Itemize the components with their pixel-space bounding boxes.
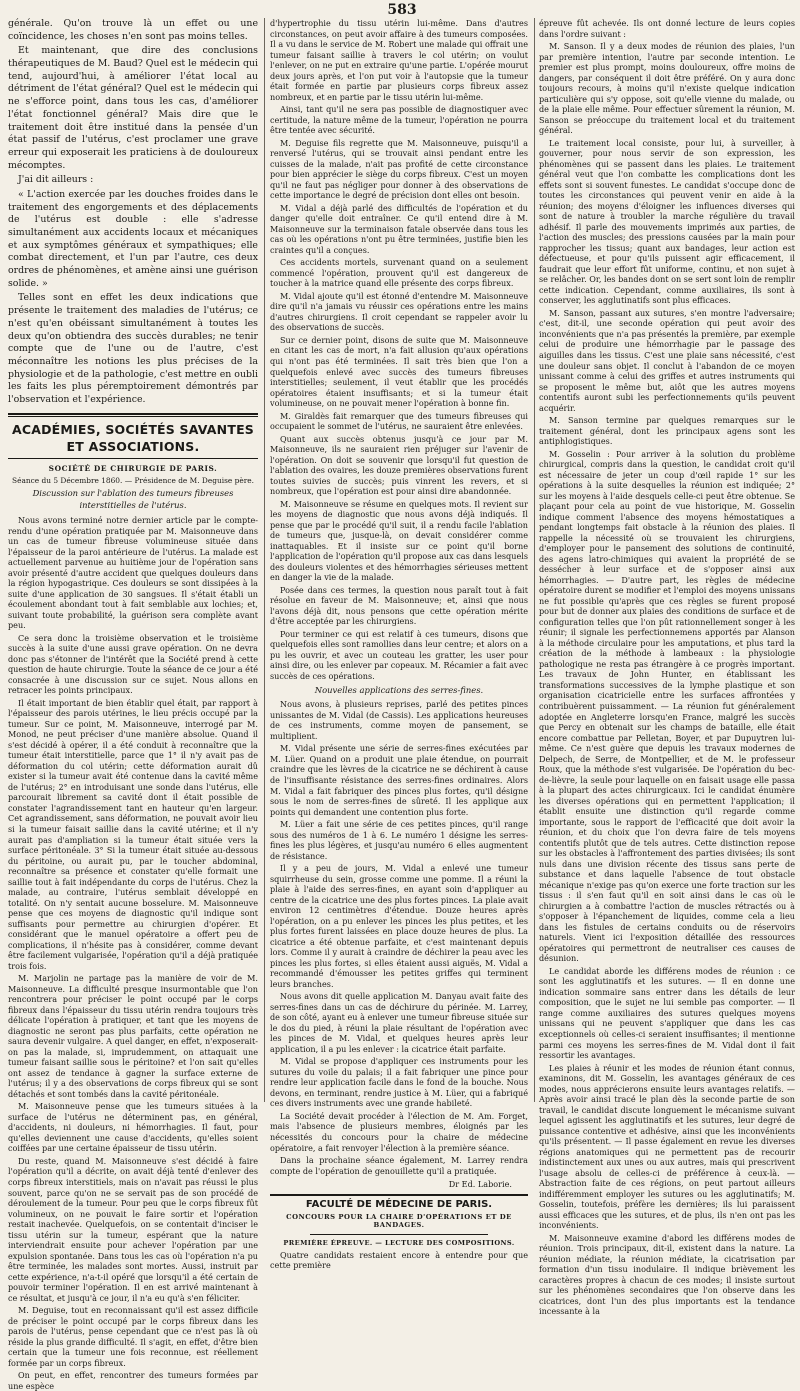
- paragraph: Pour terminer ce qui est relatif à ces tumeurs, disons que quelquefois elles sont ramollies dans leur centre; et alors on a pu les ouvrir, et avec un couteau les gratter, les user pour ainsi dire, ou les enlever par copeaux. M. Récamier a fait avec succès de ces opérations.: [270, 628, 528, 681]
- paragraph: M. Maisonneuve examine d'abord les différens modes de réunion. Trois principaux, dit-il, existent dans la nature. La réunion médiate, la réunion médiate, la cicatrisation par formation d'un tissu inodulaire. Il indique brièvement les caractères propres à chacun de ces modes; il insiste surtout sur les phénomènes secondaires que l'on observe dans les cicatrices, dont l'un des plus importants est la tendance incessante à la: [539, 1232, 795, 1317]
- paragraph: M. Lüer a fait une série de ces petites pinces, qu'il range sous des numéros de 1 à 6. Le numéro 1 désigne les serres-fines les plus légères, et jusqu'au numéro 6 elles augmentent de résistance.: [270, 819, 528, 861]
- short-rule: [310, 1234, 488, 1235]
- faculty-title: FACULTÉ DE MÉDECINE DE PARIS.: [305, 1198, 493, 1210]
- paragraph: Quatre candidats restaient encore à entendre pour que cette première: [270, 1249, 528, 1271]
- paragraph: M. Giraldès fait remarquer que des tumeurs fibreuses qui occupaient le sommet de l'utérus, ne sauraient être enlevées.: [270, 410, 528, 432]
- paragraph: M. Marjolin ne partage pas la manière de voir de M. Maisonneuve. La difficulté presque insurmontable que l'on rencontrera pour préciser le point occupé par le corps fibreux dans l'épaisseur du tissu utérin rendra toujours très délicate l'opération à pratiquer, et tant que les moyens de diagnostic ne seront pas plus parfaits, cette opération ne saura devenir vulgaire. A quel danger, en effet, n'exposerait-on pas la malade, si, imprudemment, on attaquait une tumeur faisant saillie sous le péritoine? et l'on sait qu'elles ont assez de tendance à gagner la surface externe de l'utérus; il y a des observations de corps fibreux qui se sont détachés et sont tombés dans la cavité péritonéale.: [8, 973, 258, 1099]
- column-1: [8, 18, 258, 1391]
- paragraph: Nous avons dit quelle application M. Danyau avait faite des serres-fines dans un cas de déchirure du périnée. M. Larrey, de son côté, ayant eu à enlever une tumeur fibreuse située sur le dos du pied, à réuni la plaie résultant de l'opération avec les pinces de M. Vidal, et quelques heures après leur application, il a pu les enlever : la cicatrice était parfaite.: [270, 991, 528, 1054]
- column-2: [270, 18, 528, 1271]
- paragraph: On peut, en effet, rencontrer des tumeurs formées par une espèce: [8, 1370, 258, 1391]
- paragraph: M. Maisonneuve pense que les tumeurs situées à la surface de l'utérus ne déterminent pas, en général, d'accidents, ni douleurs, ni hémorrhagies. Il faut, pour qu'elles deviennent une cause d'accidents, qu'elles soient coiffées par une certaine épaisseur de tissu utérin.: [8, 1101, 258, 1154]
- paragraph: Ce sera donc la troisième observation et le troisième succès à la suite d'une aussi grave opération. On ne devra donc pas s'étonner de l'intérêt que la Société prend à cette question de haute chirurgie. Toute la séance de ce jour a été consacrée à une discussion sur ce sujet. Nous allons en retracer les points principaux.: [8, 632, 258, 696]
- section-rule: [8, 458, 258, 459]
- paragraph: Ces accidents mortels, survenant quand on a seulement commencé l'opération, prouvent qu'il est dangereux de toucher à la matrice quand elle présente des corps fibreux.: [270, 257, 528, 289]
- paragraph: M. Deguise fils regrette que M. Maisonneuve, puisqu'il a renversé l'utérus, qui se trouvait ainsi pendant entre les cuisses de la malade, n'ait pas profité de cette circonstance pour bien apprécier le siège du corps fibreux. C'est un moyen qu'il ne faut pas négliger pour donner à des observations de cette importance le degré de précision dont elles ont besoin.: [270, 137, 528, 201]
- paragraph: J'ai dit ailleurs :: [18, 174, 94, 186]
- article-body: [8, 515, 258, 1391]
- epreuve-title: PREMIÈRE ÉPREUVE. — LECTURE DES COMPOSITIONS.: [283, 1239, 515, 1248]
- paragraph: Dans la prochaine séance également, M. Larrey rendra compte de l'opération de genouillette qu'il a pratiquée.: [270, 1155, 528, 1176]
- paragraph: M. Vidal a déjà parlé des difficultés de l'opération et du danger qu'elle doit entraîner. Ce qu'il entend dire à M. Maisonneuve sur la terminaison fatale observée dans tous les cas où les opérations n'ont pu être terminées, justifie bien les craintes qu'il a conçues.: [270, 202, 528, 255]
- society-title: SOCIÉTÉ DE CHIRURGIE DE PARIS.: [48, 464, 218, 474]
- paragraph: M. Gosselin : Pour arriver à la solution du problème chirurgical, compris dans la question, le candidat croit qu'il est nécessaire de jeter un coup d'œil rapide 1° sur les opérations à la suite desquelles la réunion est indiquée; 2° sur les moyens à l'aide desquels celle-ci peut être obtenue. Se plaçant pour cela au point de vue historique, M. Gosselin indique comment l'absence des moyens hémostatiques a pendant longtemps fait obstacle à la réunion des plaies. Il rappelle la nécessité où se trouvaient les chirurgiens, d'employer pour le pansement des solutions de continuité, des agens latro-chimiques qui avaient la propriété de se dessécher à leur surface et de s'opposer ainsi aux hémorrhagies. — D'autre part, les règles de médecine opératoire durent se modifier et l'emploi des moyens unissans ne fut possible qu'après que ces règles se furent proposé pour but de donner aux plaies des conditions de surface et de configuration telles que l'on pût rationnellement songer à les réunir; il signale les perfectionnemens apportés par Alanson à la méthode circulaire pour les amputations, et plus tard la création de la méthode à lambeaux : la physiologie pathologique ne resta pas étrangère à ce progrès important. Les travaux de John Hunter, en établissant les transformations successives de la lymphe plastique et son organisation cicatricielle entre les surfaces affrontées y contribuèrent puissamment. — La réunion fut généralement adoptée en Angleterre lorsqu'en France, malgré les succès que Percy en obtenait sur les champs de bataille, elle était encore combattue par Pelletan, Boyer, et par Dupuytren lui-même. Ce n'est guère que depuis les travaux modernes de Delpech, de Serre, de Montpellier, et de M. le professeur Roux, que la méthode s'est vulgarisée. De l'opération du bec-de-lièvre, la seule pour laquelle on en faisait usage elle passa à la plupart des actes chirurgicaux. Ici le candidat énumère les diverses opérations qui en permettent l'application; il établit ensuite une distinction qu'il regarde comme importante, sous le rapport de l'efficacité que doit avoir la réunion, et du choix que l'on devra faire de tels moyens contentifs plutôt que de tels autres. Cette distinction repose sur les obstacles à l'affrontement des parties divisées; ils sont nuls dans une division récente des tissus sans perte de substance et dans laquelle l'absence de tout obstacle mécanique n'exige pas qu'on exerce une forte traction sur les tissus : il s'en faut qu'il en soit ainsi dans le cas où le chirurgien a à combattre l'action de muscles rétractés ou à s'opposer à l'épanchement de liquides, comme cela a lieu dans les fistules de certains conduits ou de réservoirs naturels. Vient ici l'exposition détaillée des ressources opératoires qui permettront de neutraliser ces causes de désunion.: [539, 448, 795, 964]
- paragraph: Les plaies à réunir et les modes de réunion étant connus, examinons, dit M. Gosselin, les avantages généraux de ces modes, nous apprécierons ensuite leurs avantages relatifs. — Après avoir ainsi tracé le plan dès la seconde partie de son travail, le candidat discute longuement le mécanisme suivant lequel agissent les agglutinatifs et les sutures, leur degré de puissance contentive et adhésive, ainsi que les inconvénients qu'ils présentent. — Il passe également en revue les diverses régions anatomiques qui ne permettent pas de recourir indistinctement aux unes ou aux autres, mais qui prescrivent l'usage absolu de celles-ci de préférence à ceux-là. — Abstraction faite de ces régions, on peut partout ailleurs indifféremment employer les sutures ou les agglutinatifs; M. Gosselin, toutefois, préfère les dernières; ils lui paraissent aussi efficaces que les sutures, et de plus, ils n'en ont pas les inconvénients.: [539, 1062, 795, 1231]
- column-3: [539, 18, 795, 1317]
- session-line: Séance du 5 Décembre 1860. — Présidence de M. Deguise père.: [12, 476, 254, 486]
- paragraph: Et maintenant, que dire des conclusions thérapeutiques de M. Baud? Quel est le médecin qui tend, aujourd'hui, à améliorer l'état local au détriment de l'état général? Quel est le médecin qui ne s'efforce point, dans tous les cas, d'améliorer l'état fonctionnel général? Mais dire que le traitement doit être institué dans la pensée d'un état passif de l'utérus, c'est proclamer une grave erreur qui exposerait les praticiens à de douloureux mécomptes.: [8, 45, 258, 171]
- contest-title: CONCOURS POUR LA CHAIRE D'OPÉRATIONS ET DE BANDAGES.: [286, 1212, 512, 1230]
- paragraph: M. Maisonneuve se résume en quelques mots. Il revient sur les moyens de diagnostic que nous avons déjà indiqués. Il pense que par le procédé qu'il suit, il a rendu facile l'ablation de tumeurs que, jusque-là, on devait considérer comme inattaquables. Et il insiste sur ce point qu'il borne l'application de l'opération qu'il propose aux cas dans lesquels des douleurs violentes et des hémorrhagies sérieuses mettent en danger la vie de la malade.: [270, 498, 528, 583]
- paragraph: épreuve fût achevée. Ils ont donné lecture de leurs copies dans l'ordre suivant :: [539, 18, 795, 39]
- column-divider: [264, 18, 265, 1102]
- paragraph: M. Sanson termine par quelques remarques sur le traitement général, dont les principaux agens sont les antiphlogistiques.: [539, 415, 795, 447]
- signature: Dr Ed. Laborie.: [448, 1179, 512, 1190]
- paragraph: générale. Qu'on trouve là un effet ou une coïncidence, les choses n'en sont pas moins telles.: [8, 18, 258, 42]
- paragraph: Sur ce dernier point, disons de suite que M. Maisonneuve en citant les cas de mort, n'a fait allusion qu'aux opérations qui n'ont pas été terminées. Il sait très bien que l'on a quelquefois enlevé avec succès des tumeurs fibreuses interstitielles; seulement, il veut établir que les procédés opératoires étaient insuffisants; et si la tumeur était volumineuse, on ne pouvait mener l'opération à bonne fin.: [270, 334, 528, 409]
- quote-paragraph: « L'action exercée par les douches froides dans le traitement des engorgements et des déplacements de l'utérus est double : elle s'adresse simultanément aux accidents locaux et mécaniques et aux symptômes généraux et sympathiques; elle combat directement, et l'un par l'autre, ces deux ordres de phénomènes, et amène ainsi une guérison solide. »: [8, 188, 258, 289]
- paragraph: Il était important de bien établir quel était, par rapport à l'épaisseur des parois utérines, le lieu précis occupé par la tumeur. Sur ce point, M. Maisonneuve, interrogé par M. Monod, ne peut préciser d'une manière absolue. Quand il s'est décidé à opérer, il a été conduit à reconnaître que la tumeur était interstitielle, parce que 1° il n'y avait pas de déformation du col utérin; cette déformation aurait dû exister si la tumeur avait été contenue dans la cavité même de l'utérus; 2° en introduisant une sonde dans l'utérus, elle parcourait librement sa cavité dont il était possible de constater l'agrandissement tant en hauteur qu'en largeur. Cet agrandissement, sans déformation, ne pouvait avoir lieu si la tumeur faisait saillie dans la cavité utérine; et il n'y aurait pas d'ampliation si la tumeur était située vers la surface péritonéale. 3° Si la tumeur était située au-dessous du péritoine, ou aurait pu, par le toucher abdominal, reconnaître sa présence et constater qu'elle formait une saillie tout à fait indépendante du corps de l'utérus. Chez la malade, au contraire, l'utérus semblait développé en totalité. On n'y sentait aucune bosselure. M. Maisonneuve pense que ces moyens de diagnostic qu'il indique sont suffisants pour permettre au chirurgien d'opérer. Et considérant que le manuel opératoire a offert peu de complications, il n'hésite pas à considérer, comme devant être facilement vulgarisée, l'opération qu'il a déjà pratiquée trois fois.: [8, 697, 258, 971]
- discussion-title: Discussion sur l'ablation des tumeurs fibreuses interstitielles de l'utérus.: [32, 488, 234, 510]
- paragraph: Le traitement local consiste, pour lui, à surveiller, à gouverner, pour nous servir de son expression, les phénomènes qui se passent dans les plaies. Le traitement général veut que l'on combatte les complications dont les effets sont si souvent funestes. Le candidat s'occupe donc de toutes les circonstances qui peuvent venir en aide à la réunion; des moyens d'éloigner les influences diverses qui sont de nature à troubler la marche régulière du travail adhésif. Il parle des mouvements imprimés aux parties, de l'action des muscles; des pressions causées par la main pour rapprocher les tissus; quant aux bandages, leur action est défectueuse, et pour qu'ils puissent agir efficacement, il faudrait que leur effort fût uniforme, continu, et non sujet à se relâcher. Or, les bandes dont on se sert sont loin de remplir cette indication. Cependant, comme auxiliaires, ils sont à conserver, les agglutinatifs sont plus efficaces.: [539, 137, 795, 306]
- paragraph: Ainsi, tant qu'il ne sera pas possible de diagnostiquer avec certitude, la nature même de la tumeur, l'opération ne pourra être tentée avec sécurité.: [270, 104, 528, 136]
- paragraph: Du reste, quand M. Maisonneuve s'est décidé à faire l'opération qu'il a décrite, on avait déjà tenté d'enlever des corps fibreux interstitiels, mais on n'avait pas réussi le plus souvent, parce qu'on ne se servait pas de son procédé de déroulement de la tumeur. Pour peu que le corps fibreux fût volumineux, on ne pouvait le faire sortir et l'opération restait inachevée. Quelquefois, on se contentait d'inciser le tissu utérin sur la tumeur, espérant que la nature interviendrait ensuite pour achever l'opération par une expulsion spontanée. Dans tous les cas où l'opération n'a pu être terminée, les malades sont mortes. Aussi, instruit par cette expérience, n'a-t-il opéré que lorsqu'il a été certain de pouvoir terminer l'opération. Il en est arrivé maintenant à ce résultat, et jusqu'à ce jour, il n'a eu qu'à s'en féliciter.: [8, 1155, 258, 1303]
- paragraph: M. Deguise, tout en reconnaissant qu'il est assez difficile de préciser le point occupé par le corps fibreux dans les parois de l'utérus, pense cependant que ce n'est pas là où réside la plus grande difficulté. Il s'agit, en effet, d'être bien certain que la tumeur une fois reconnue, est réellement formée par un corps fibreux.: [8, 1305, 258, 1368]
- paragraph: Quant aux succès obtenus jusqu'à ce jour par M. Maisonneuve, ils ne sauraient rien préjuger sur l'avenir de l'opération. On doit se souvenir que lorsqu'il fut question de l'ablation des ovaires, les douze premières observations furent toutes suivies de succès; puis vinrent les revers, et si nombreux, que l'opération est pour ainsi dire abandonnée.: [270, 433, 528, 497]
- paragraph: Nous avons, à plusieurs reprises, parlé des petites pinces unissantes de M. Vidal (de Cassis). Les applications heureuses de ces instruments, comme moyen de pansement, se multiplient.: [270, 699, 528, 741]
- column-divider: [534, 18, 535, 1102]
- paragraph: La Société devait procéder à l'élection de M. Am. Forget, mais l'absence de plusieurs membres, éloignés par les nécessités du concours pour la chaire de médecine opératoire, a fait renvoyer l'élection à la première séance.: [270, 1110, 528, 1153]
- paragraph: M. Vidal ajoute qu'il est étonné d'entendre M. Maisonneuve dire qu'il n'a jamais vu réussir ces opérations entre les mains d'autres chirurgiens. Il croit cependant se rappeler avoir lu des observations de succès.: [270, 290, 528, 333]
- page-number: 583: [387, 2, 417, 18]
- section-title: ACADÉMIES, SOCIÉTÉS SAVANTES ET ASSOCIATIONS.: [11, 421, 255, 454]
- paragraph: Le candidat aborde les différens modes de réunion : ce sont les agglutinatifs et les sutures. — Il en donne une indication sommaire sans entrer dans les détails de leur composition, que le sujet ne lui semble pas comporter. — Il range comme auxiliaires des sutures quelques moyens unissans qui ne peuvent s'appliquer que dans les cas exceptionnels où celles-ci seraient insuffisantes; il mentionne parmi ces moyens les serres-fines de M. Vidal dont il fait ressortir les avantages.: [539, 965, 795, 1061]
- section-rule: [270, 1194, 528, 1196]
- paragraph: M. Sanson, passant aux sutures, s'en montre l'adversaire; c'est, dit-il, une seconde opération qui peut avoir des inconvénients que n'a pas présentés la première, par exemple celui de produire une hémorrhagie par le passage des aiguilles dans les tissus. C'est une plaie sans nécessité, c'est une douleur sans objet. Il conclut à l'abandon de ce moyen unissant comme à celui des griffes et autres instruments qui se proposent le même but, aiôt que les autres moyens contentifs auront subi les perfectionnements qu'ils peuvent acquérir.: [539, 307, 795, 413]
- section-rule: [8, 416, 258, 417]
- paragraph: Il y a peu de jours, M. Vidal a enlevé une tumeur squirrheuse du sein, grosse comme une pomme. Il a réuni la plaie à l'aide des serres-fines, en ayant soin d'appliquer au centre de la cicatrice une des plus fortes pinces. La plaie avait environ 12 centimètres d'étendue. Douze heures après l'opération, on a pu enlever les pinces les plus petites, et les plus fortes furent laissées en place douze heures de plus. La cicatrice a été obtenue parfaite, et c'est maintenant depuis lors. Comme il y aurait à craindre de déchirer la peau avec les pinces les plus fortes, si elles étaient aussi aiguës, M. Vidal a recommandé d'émousser les petites griffes qui terminent leurs branches.: [270, 863, 528, 989]
- paragraph: Nous avons terminé notre dernier article par le compte-rendu d'une opération pratiquée par M. Maisonneuve dans un cas de tumeur fibreuse volumineuse située dans l'épaisseur de la paroi antérieure de l'utérus. La malade est actuellement parvenue au huitième jour de l'opération sans avoir présenté d'autre accident que quelques douleurs dans la région hypogastrique. Ces douleurs se sont dissipées à la suite d'une application de 30 sangsues. Il s'était établi un écoulement abondant tout à fait semblable aux lochies; et, suivant toute probabilité, la guérison sera complète avant peu.: [8, 515, 258, 631]
- paragraph: M. Vidal se propose d'appliquer ces instruments pour les sutures du voile du palais; il a fait fabriquer une pince pour rendre leur application facile dans le fond de la bouche. Nous devons, en terminant, rendre justice à M. Lüer, qui a fabriqué ces divers instruments avec une grande habileté.: [270, 1056, 528, 1109]
- paragraph: M. Vidal présente une série de serres-fines exécutées par M. Lüer. Quand on a produit une plaie étendue, on pourrait craindre que les lèvres de la cicatrice ne se déchirent à cause de l'insuffisante résistance des serres-fines ordinaires. Alors M. Vidal a fait fabriquer des pinces plus fortes, qu'il désigne sous le nom de serres-fines de sûreté. Il les applique aux points qui demandent une contention plus forte.: [270, 743, 528, 817]
- subsection-title: Nouvelles applications des serres-fines.: [314, 685, 484, 696]
- paragraph: d'hypertrophie du tissu utérin lui-même. Dans d'autres circonstances, on peut avoir affaire à des tumeurs composées. Il a vu dans le service de M. Robert une malade qui offrait une tumeur faisant saillie à travers le col utérin; on voulut l'enlever, on ne put en extraire qu'une partie. L'opérée mourut deux jours après, et l'on put voir à l'autopsie que la tumeur était formée en partie par plusieurs corps fibreux assez nombreux, et en partie par le tissu utérin lui-même.: [270, 18, 528, 102]
- paragraph: M. Sanson. Il y a deux modes de réunion des plaies, l'un par première intention, l'autre par seconde intention. Le premier est plus prompt, moins douloureux, offre moins de dangers, par conséquent il doit être préféré. On y aura donc toujours recours, à moins qu'il n'existe quelque indication particulière qui s'y oppose, soit qu'elle vienne du malade, ou de la plaie elle même. Pour effectuer sûrement la réunion, M. Sanson se préoccupe du traitement local et du traitement général.: [539, 41, 795, 136]
- section-rule: [8, 413, 258, 415]
- paragraph: Posée dans ces termes, la question nous paraît tout à fait résolue en faveur de M. Maisonneuve; et, ainsi que nous l'avons déjà dit, nous pensons que cette opération mérite d'être acceptée par les chirurgiens.: [270, 584, 528, 627]
- paragraph: Telles sont en effet les deux indications que présente le traitement des maladies de l'utérus; ce n'est qu'en obéissant simultanément à toutes les deux qu'on obtiendra des succès durables; ne tenir compte que de l'une ou de l'autre, c'est méconnaître les notions les plus précises de la physiologie et de la pathologie, c'est mettre en oubli les faits les plus péremptoirement démontrés par l'observation et l'expérience.: [8, 292, 258, 405]
